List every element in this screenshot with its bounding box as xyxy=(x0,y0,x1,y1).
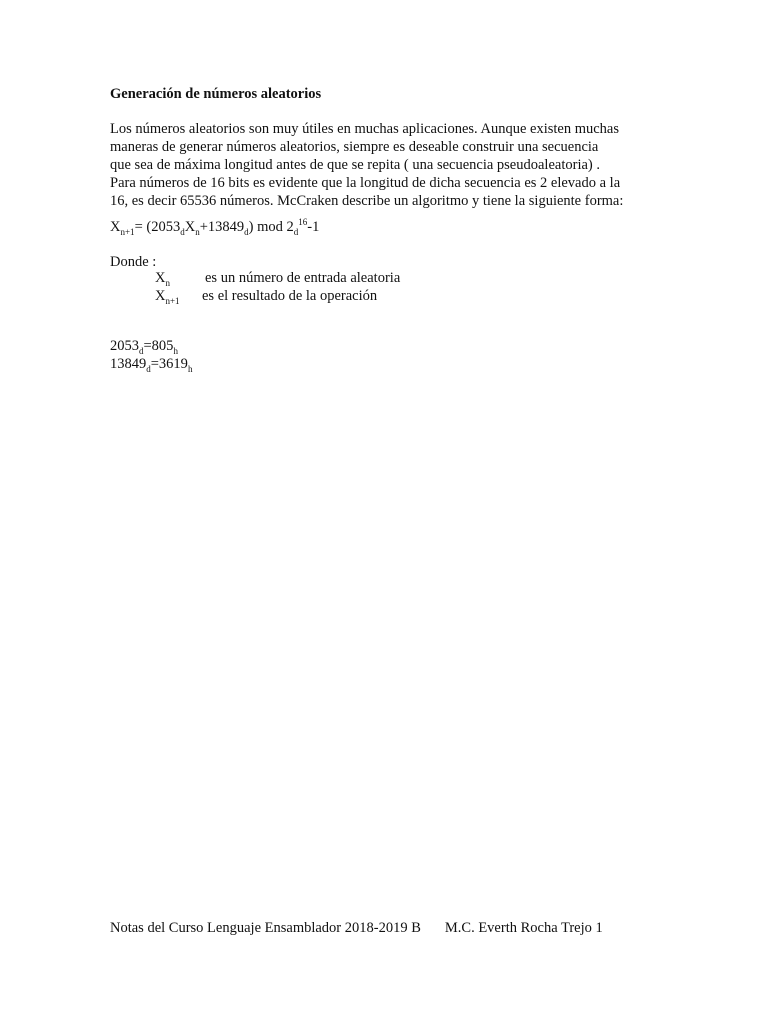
formula-mod: ) mod 2 xyxy=(248,219,294,235)
formula-plus: +13849 xyxy=(199,219,245,235)
recurrence-formula xyxy=(110,219,319,236)
conversion-line xyxy=(110,356,192,373)
formula-x2: X xyxy=(184,219,196,235)
formula-equals: = (2053 xyxy=(134,219,181,235)
conversion-hex: =3619 xyxy=(150,356,188,372)
conversion-hex-sub: h xyxy=(173,345,178,356)
formula-sub-n: n xyxy=(195,226,200,237)
paragraph-line: maneras de generar números aleatorios, siempre es deseable construir una secuencia xyxy=(110,139,599,155)
formula-x: X xyxy=(110,219,121,235)
conversion-decimal-sub: d xyxy=(146,363,151,374)
paragraph-line: que sea de máxima longitud antes de que se repita ( una secuencia pseudoaleatoria) . xyxy=(110,157,600,173)
footer-author-page: M.C. Everth Rocha Trejo 1 xyxy=(444,920,603,936)
page-footer xyxy=(110,920,603,937)
paragraph-line: Para números de 16 bits es evidente que la longitud de dicha secuencia es 2 elevado a la xyxy=(110,175,621,191)
definition-symbol-sub: n+1 xyxy=(165,295,180,306)
conversion-line xyxy=(110,338,178,355)
definition-symbol-x: X xyxy=(155,288,166,304)
formula-tail: -1 xyxy=(307,219,320,235)
formula-sup-16: 16 xyxy=(298,217,308,228)
formula-sub-d3: d xyxy=(293,226,299,237)
conversion-decimal: 13849 xyxy=(110,356,147,372)
conversion-hex: =805 xyxy=(143,338,174,354)
donde-label: Donde : xyxy=(110,254,157,270)
conversion-hex-sub: h xyxy=(187,363,193,374)
paragraph-line: 16, es decir 65536 números. McCraken describe un algoritmo y tiene la siguiente forma: xyxy=(110,193,624,209)
conversion-decimal: 2053 xyxy=(110,338,139,354)
footer-course: Notas del Curso Lenguaje Ensamblador 2018-2019 B xyxy=(110,920,421,936)
definition-symbol-x: X xyxy=(155,270,166,286)
definition-symbol xyxy=(155,288,180,305)
definition-symbol-sub: n xyxy=(165,277,170,288)
formula-sub-n1: n+1 xyxy=(120,226,135,237)
formula-sub-d1: d xyxy=(180,226,185,237)
page-title: Generación de números aleatorios xyxy=(110,86,322,102)
paragraph-line: Los números aleatorios son muy útiles en muchas aplicaciones. Aunque existen muchas xyxy=(110,121,619,137)
formula-sub-d2: d xyxy=(244,226,249,237)
definition-text: es un número de entrada aleatoria xyxy=(205,270,401,286)
conversion-decimal-sub: d xyxy=(139,345,144,356)
definition-text: es el resultado de la operación xyxy=(202,288,378,304)
intro-paragraph xyxy=(110,120,662,210)
definition-symbol xyxy=(155,270,170,287)
